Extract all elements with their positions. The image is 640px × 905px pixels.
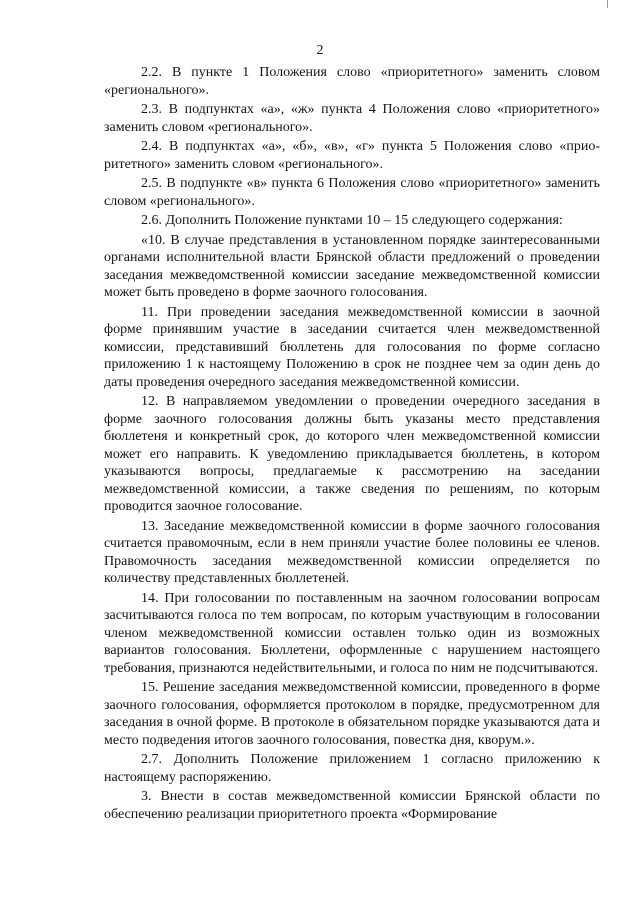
- paragraph-item-11: 11. При проведении заседания межведомственной комиссии в заочной форме принявшим участие в заседании считается член межведомственной комиссии, представивший бюллетень для голосования по форме согласно приложению 1 к настоящему Положению в срок не позднее чем за один день до даты проведения очередного заседания межведомственной комиссии.: [104, 304, 600, 390]
- document-body: [104, 64, 600, 823]
- paragraph-item-14: 14. При голосовании по поставленным на заочном голосовании вопросам засчитываются голоса по тем вопросам, по которым участвующим в голосовании членом межведомственной комиссии оставлен только один из возможных вариантов голосования. Бюллетени, оформленные с нарушением настоящего требования, признаются недействительными, и голоса по ним не подсчитываются.: [104, 590, 600, 676]
- page-number: 2: [316, 43, 324, 58]
- paragraph-3: 3. Внести в состав межведомственной комиссии Брянской области по обеспечению реализации приоритетного проекта «Формирование: [104, 789, 600, 822]
- paragraph-item-12: 12. В направляемом уведомлении о проведении очередного заседания в форме заочного голосования должны быть указаны место представления бюллетеня и конкретный срок, до которого член межведомственной комиссии может его направить. К уведомлению прикладывается бюллетень, в котором указываются вопросы, предлагаемые к рассмотрению на заседании межведомственной комиссии, а также сведения по решениям, по которым проводится заочное голосование.: [104, 394, 600, 514]
- paragraph-item-10: «10. В случае представления в установленном порядке заинтересованными органами исполнительной власти Брянской области предложений о проведении заседания межведомственной комиссии заседание межведомственной комиссии может быть проведено в форме заочного голосования.: [104, 232, 600, 300]
- paragraph-2-2: 2.2. В пункте 1 Положения слово «приоритетного» заменить словом «регионального».: [104, 65, 600, 98]
- paragraph-2-5: 2.5. В подпункте «в» пункта 6 Положения слово «приоритетного» заменить словом «регионального».: [104, 176, 600, 209]
- paragraph-item-13: 13. Заседание межведомственной комиссии в форме заочного голосования считается правомочным, если в нем приняли участие более половины ее членов. Правомочность заседания межведомственной комиссии определяется по количеству представленных бюллетеней.: [104, 518, 600, 586]
- paragraph-item-15: 15. Решение заседания межведомственной комиссии, проведенного в форме заочного голосования, оформляется протоколом в порядке, предусмотренном для заседания в очной форме. В протоколе в обязательном порядке указываются дата и место подведения итогов заочного голосования, повестка дня, кворум.».: [104, 680, 600, 748]
- paragraph-2-7: 2.7. Дополнить Положение приложением 1 согласно приложению к настоящему распоряжению.: [104, 752, 600, 785]
- paragraph-2-6: 2.6. Дополнить Положение пунктами 10 – 15 следующего содержания:: [141, 213, 563, 228]
- paragraph-2-3: 2.3. В подпунктах «а», «ж» пункта 4 Положения слово «приоритетного» заменить словом «регионального».: [104, 102, 600, 135]
- paragraph-2-4: 2.4. В подпунктах «а», «б», «в», «г» пункта 5 Положения слово «приоритетного» заменить словом «регионального».: [104, 139, 600, 172]
- scan-edge-mark: [607, 0, 608, 8]
